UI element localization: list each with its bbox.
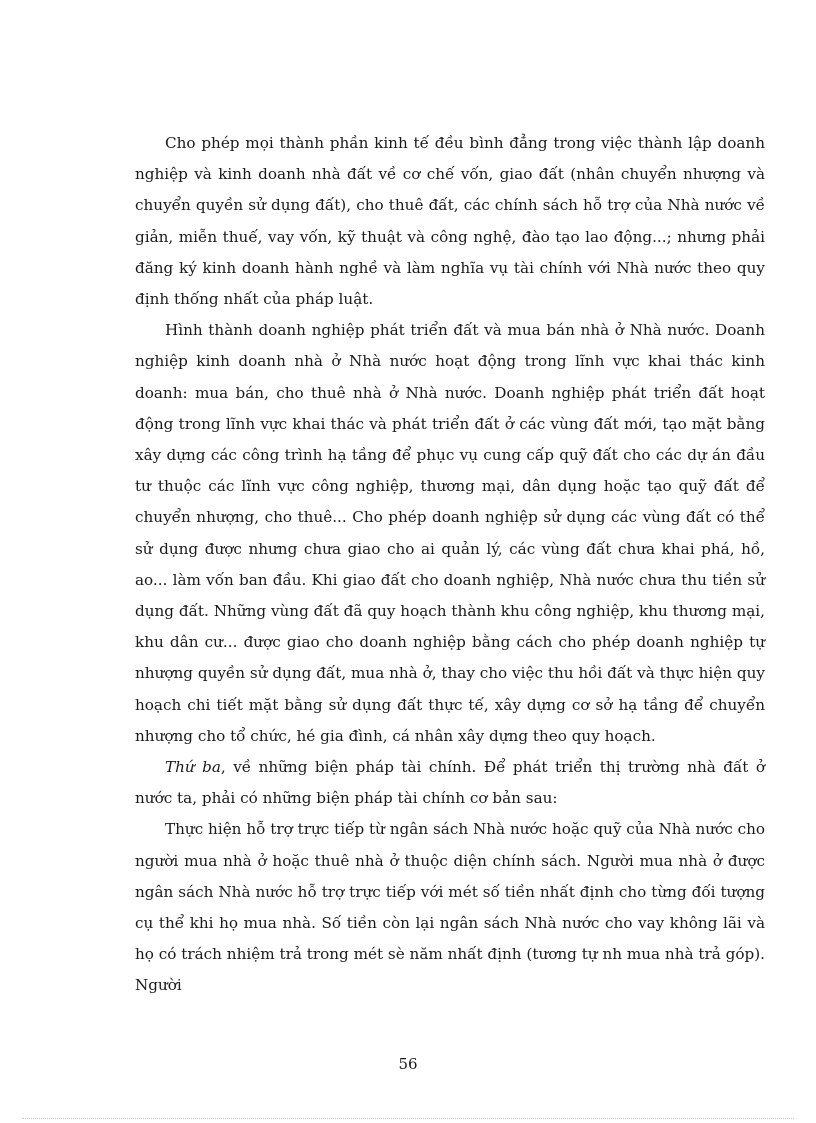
paragraph-text: , về những biện pháp tài chính. Để phát triển thị trường nhà đất ở nước ta, phải có những biện pháp tài chính cơ bản sau:	[135, 758, 765, 808]
paragraph-text: Cho phép mọi thành phần kinh tế đều bình đẳng trong việc thành lập doanh nghiệp và kinh doanh nhà đất về cơ chế vốn, giao đất (nhân chuyển nhượng và chuyển quyền sử dụng đất), cho thuê đất, các chính sách hỗ trợ của Nhà nước về giản, miễn thuế, vay vốn, kỹ thuật và công nghệ, đào tạo lao động...; nhưng phải đăng ký kinh doanh hành nghề và làm nghĩa vụ tài chính với Nhà nước theo quy định thống nhất của pháp luật.	[135, 134, 765, 309]
paragraph-3	[135, 752, 765, 814]
page-number: 56	[398, 1055, 418, 1073]
paragraph-4	[135, 814, 765, 1001]
page-bottom-divider	[22, 1118, 794, 1119]
paragraph-text: Thực hiện hỗ trợ trực tiếp từ ngân sách Nhà nước hoặc quỹ của Nhà nước cho người mua nhà ở hoặc thuê nhà ở thuộc diện chính sách. Người mua nhà ở được ngân sách Nhà nước hỗ trợ trực tiếp với mét số tiền nhất định cho từng đối tượng cụ thể khi họ mua nhà. Số tiền còn lại ngân sách Nhà nước cho vay không lãi và họ có trách nhiệm trả trong mét sè năm nhất định (tương tự nh mua nhà trả góp). Người	[135, 820, 765, 995]
paragraph-text: Hình thành doanh nghiệp phát triển đất và mua bán nhà ở Nhà nước. Doanh nghiệp kinh doanh nhà ở Nhà nước hoạt động trong lĩnh vực khai thác kinh doanh: mua bán, cho thuê nhà ở Nhà nước. Doanh nghiệp phát triển đất hoạt động trong lĩnh vực khai thác và phát triển đất ở các vùng đất mới, tạo mặt bằng xây dựng các công trình hạ tầng để phục vụ cung cấp quỹ đất cho các dự án đầu tư thuộc các lĩnh vực công nghiệp, thương mại, dân dụng hoặc tạo quỹ đất để chuyển nhượng, cho thuê... Cho phép doanh nghiệp sử dụng các vùng đất có thể sử dụng được nhưng chưa giao cho ai quản lý, các vùng đất chưa khai phá, hồ, ao... làm vốn ban đầu. Khi giao đất cho doanh nghiệp, Nhà nước chưa thu tiền sử dụng đất. Những vùng đất đã quy hoạch thành khu công nghiệp, khu thương mại, khu dân cư... được giao cho doanh nghiệp bằng cách cho phép doanh nghiệp tự nhượng quyền sử dụng đất, mua nhà ở, thay cho việc thu hồi đất và thực hiện quy hoạch chi tiết mặt bằng sử dụng đất thực tế, xây dựng cơ sở hạ tầng để chuyển nhượng cho tổ chức, hé gia đình, cá nhân xây dựng theo quy hoạch.	[135, 321, 765, 745]
paragraph-1	[135, 128, 765, 315]
paragraph-2	[135, 315, 765, 752]
paragraph-lead-italic: Thứ ba	[165, 758, 221, 777]
body-text	[135, 128, 765, 1002]
